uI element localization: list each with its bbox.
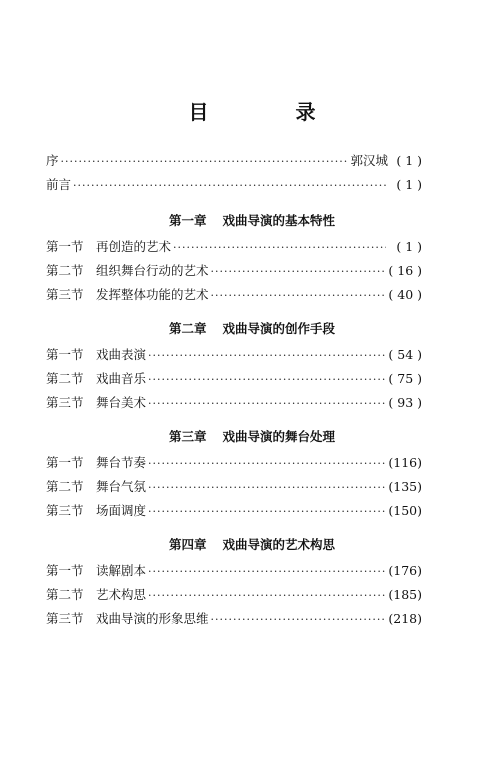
section-title: 艺术构思: [96, 587, 147, 602]
entry-author: 郭汉城: [350, 153, 388, 168]
dot-leader: [173, 239, 386, 257]
toc-entry-2-2: [46, 370, 422, 388]
dot-leader: [148, 395, 386, 413]
section-number: 第一节: [46, 347, 84, 362]
dot-leader: [148, 371, 386, 389]
toc-entry-2-3: [46, 394, 422, 412]
section-title: 戏曲音乐: [96, 371, 147, 386]
section-number: 第三节: [46, 611, 84, 626]
chapter-heading-3: [0, 428, 504, 446]
section-title: 戏曲导演的形象思维: [96, 611, 209, 626]
section-title: 组织舞台行动的艺术: [96, 263, 209, 278]
toc-title: 目 录: [188, 100, 356, 124]
toc-entry-4-3: [46, 610, 422, 628]
toc-entry-preface: [46, 152, 422, 170]
section-number: 第一节: [46, 455, 84, 470]
section-number: 第二节: [46, 479, 84, 494]
entry-page-number: ( 1 ): [396, 239, 422, 254]
toc-entry-1-2: [46, 262, 422, 280]
dot-leader: [148, 455, 386, 473]
entry-page-number: ( 75 ): [388, 371, 422, 386]
entry-page-number: (150): [388, 503, 422, 518]
toc-entry-3-2: [46, 478, 422, 496]
toc-entry-4-1: [46, 562, 422, 580]
section-number: 第三节: [46, 503, 84, 518]
chapter-heading-2: [0, 320, 504, 338]
section-title: 读解剧本: [96, 563, 147, 578]
chapter-heading-4: [0, 536, 504, 554]
entry-label: 序: [46, 153, 59, 168]
entry-page-number: (176): [388, 563, 422, 578]
dot-leader: [61, 153, 349, 171]
dot-leader: [148, 563, 386, 581]
chapter-number: 第一章: [168, 213, 207, 228]
section-number: 第一节: [46, 563, 84, 578]
dot-leader: [148, 587, 386, 605]
chapter-number: 第四章: [168, 537, 207, 552]
entry-page-number: ( 1 ): [396, 153, 422, 168]
section-number: 第二节: [46, 587, 84, 602]
dot-leader: [148, 503, 386, 521]
toc-entry-1-1: [46, 238, 422, 256]
toc-entry-4-2: [46, 586, 422, 604]
toc-entry-3-1: [46, 454, 422, 472]
chapter-number: 第三章: [168, 429, 207, 444]
entry-page-number: ( 16 ): [388, 263, 422, 278]
dot-leader: [73, 177, 386, 195]
dot-leader: [148, 347, 386, 365]
dot-leader: [148, 479, 386, 497]
chapter-title: 戏曲导演的艺术构思: [222, 537, 336, 552]
dot-leader: [211, 287, 386, 305]
entry-page-number: (116): [388, 455, 422, 470]
toc-entry-3-3: [46, 502, 422, 520]
section-number: 第三节: [46, 287, 84, 302]
entry-page-number: ( 1 ): [396, 177, 422, 192]
dot-leader: [211, 611, 386, 629]
chapter-title: 戏曲导演的基本特性: [222, 213, 336, 228]
entry-page-number: (185): [388, 587, 422, 602]
section-number: 第二节: [46, 263, 84, 278]
section-title: 舞台气氛: [96, 479, 147, 494]
entry-page-number: (135): [388, 479, 422, 494]
section-title: 再创造的艺术: [96, 239, 172, 254]
section-title: 舞台节奏: [96, 455, 147, 470]
section-title: 发挥整体功能的艺术: [96, 287, 209, 302]
dot-leader: [211, 263, 386, 281]
entry-label: 前言: [46, 177, 72, 192]
entry-page-number: ( 54 ): [388, 347, 422, 362]
chapter-title: 戏曲导演的创作手段: [222, 321, 336, 336]
section-title: 舞台美术: [96, 395, 147, 410]
entry-page-number: ( 93 ): [388, 395, 422, 410]
chapter-number: 第二章: [168, 321, 207, 336]
section-number: 第二节: [46, 371, 84, 386]
toc-entry-1-3: [46, 286, 422, 304]
chapter-heading-1: [0, 212, 504, 230]
chapter-title: 戏曲导演的舞台处理: [222, 429, 336, 444]
section-title: 戏曲表演: [96, 347, 147, 362]
entry-page-number: ( 40 ): [388, 287, 422, 302]
section-number: 第一节: [46, 239, 84, 254]
section-title: 场面调度: [96, 503, 147, 518]
section-number: 第三节: [46, 395, 84, 410]
toc-entry-2-1: [46, 346, 422, 364]
entry-page-number: (218): [388, 611, 422, 626]
toc-entry-foreword: [46, 176, 422, 194]
